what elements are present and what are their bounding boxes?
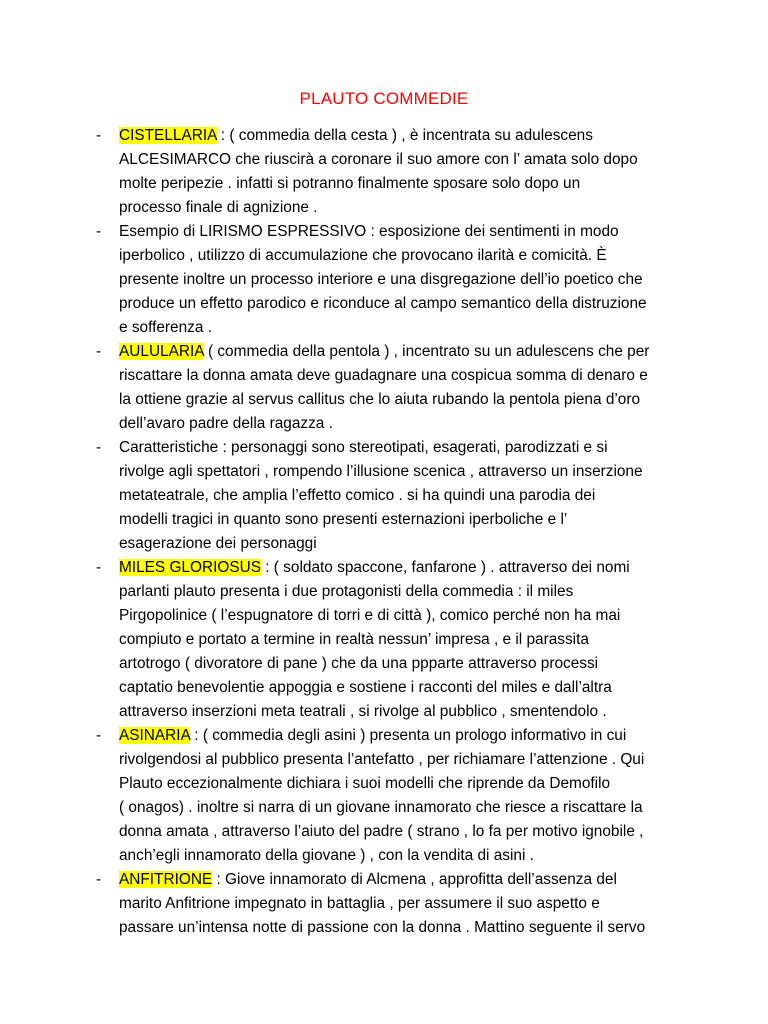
text-line: passare un’intensa notte di passione con la donna . Mattino seguente il servo bbox=[119, 919, 646, 936]
text-line: compiuto e portato a termine in realtà nessun’ impresa , e il parassita bbox=[119, 631, 589, 648]
text-line: donna amata , attraverso l’aiuto del padre ( strano , lo fa per motivo ignobile , bbox=[119, 823, 644, 840]
list-item bbox=[96, 724, 706, 868]
text-line: Pirgopolinice ( l’espugnatore di torri e di città ), comico perché non ha mai bbox=[119, 607, 621, 624]
highlighted-keyword: ASINARIA bbox=[119, 727, 190, 744]
text-line: parlanti plauto presenta i due protagonisti della commedia : il miles bbox=[119, 583, 574, 600]
text-line: presente inoltre un processo interiore e una disgregazione dell’io poetico che bbox=[119, 271, 643, 288]
text-line: attraverso inserzioni meta teatrali , si rivolge al pubblico , smentendolo . bbox=[119, 703, 607, 720]
text-line: produce un effetto parodico e riconduce al campo semantico della distruzione bbox=[119, 295, 647, 312]
highlighted-keyword: CISTELLARIA bbox=[119, 127, 217, 144]
page-title: PLAUTO COMMEDIE bbox=[299, 89, 469, 108]
text-line: Caratteristiche : personaggi sono stereotipati, esagerati, parodizzati e si bbox=[119, 439, 608, 456]
text-line: CISTELLARIA : ( commedia della cesta ) , è incentrata su adulescens bbox=[119, 127, 593, 144]
text-line: la ottiene grazie al servus callitus che lo aiuta rubando la pentola piena d’oro bbox=[119, 391, 641, 408]
text-line: e sofferenza . bbox=[119, 319, 212, 336]
bullet-marker: - bbox=[96, 727, 102, 744]
text-line: captatio benevolentie appoggia e sostiene i racconti del miles e dall’altra bbox=[119, 679, 612, 696]
list-item bbox=[96, 124, 706, 220]
bullet-list bbox=[96, 124, 706, 940]
text-line: ALCESIMARCO che riuscirà a coronare il suo amore con l’ amata solo dopo bbox=[119, 151, 638, 168]
text-line: ( onagos) . inoltre si narra di un giovane innamorato che riesce a riscattare la bbox=[119, 799, 643, 816]
highlighted-keyword: AULULARIA bbox=[119, 343, 204, 360]
text-line: dell’avaro padre della ragazza . bbox=[119, 415, 333, 432]
text-line: marito Anfitrione impegnato in battaglia , per assumere il suo aspetto e bbox=[119, 895, 600, 912]
bullet-marker: - bbox=[96, 223, 102, 240]
text-line: esagerazione dei personaggi bbox=[119, 535, 317, 552]
text-line: Esempio di LIRISMO ESPRESSIVO : esposizione dei sentimenti in modo bbox=[119, 223, 619, 240]
text-line: processo finale di agnizione . bbox=[119, 199, 318, 216]
bullet-marker: - bbox=[96, 559, 102, 576]
text-line: ANFITRIONE : Giove innamorato di Alcmena , approfitta dell’assenza del bbox=[119, 871, 617, 888]
bullet-marker: - bbox=[96, 343, 102, 360]
text-line: rivolge agli spettatori , rompendo l’illusione scenica , attraverso un inserzione bbox=[119, 463, 643, 480]
text-line: modelli tragici in quanto sono presenti esternazioni iperboliche e l’ bbox=[119, 511, 568, 528]
text-line: AULULARIA ( commedia della pentola ) , incentrato su un adulescens che per bbox=[119, 343, 650, 360]
bullet-marker: - bbox=[96, 127, 102, 144]
list-item bbox=[96, 436, 706, 556]
highlighted-keyword: MILES GLORIOSUS bbox=[119, 559, 261, 576]
text-line: molte peripezie . infatti si potranno finalmente sposare solo dopo un bbox=[119, 175, 581, 192]
bullet-marker: - bbox=[96, 871, 102, 888]
text-line: ASINARIA : ( commedia degli asini ) presenta un prologo informativo in cui bbox=[119, 727, 627, 744]
list-item bbox=[96, 556, 706, 724]
text-line: artotrogo ( divoratore di pane ) che da una ppparte attraverso processi bbox=[119, 655, 599, 672]
bullet-marker: - bbox=[96, 439, 102, 456]
list-item bbox=[96, 868, 706, 940]
text-line: iperbolico , utilizzo di accumulazione che provocano ilarità e comicità. È bbox=[119, 247, 607, 264]
text-line: MILES GLORIOSUS : ( soldato spaccone, fanfarone ) . attraverso dei nomi bbox=[119, 559, 630, 576]
text-line: Plauto eccezionalmente dichiara i suoi modelli che riprende da Demofilo bbox=[119, 775, 611, 792]
text-line: anch’egli innamorato della giovane ) , con la vendita di asini . bbox=[119, 847, 534, 864]
text-line: metateatrale, che amplia l’effetto comico . si ha quindi una parodia dei bbox=[119, 487, 596, 504]
list-item bbox=[96, 220, 706, 340]
text-line: rivolgendosi al pubblico presenta l’antefatto , per richiamare l’attenzione . Qui bbox=[119, 751, 645, 768]
list-item bbox=[96, 340, 706, 436]
text-line: riscattare la donna amata deve guadagnare una cospicua somma di denaro e bbox=[119, 367, 648, 384]
highlighted-keyword: ANFITRIONE bbox=[119, 871, 213, 888]
